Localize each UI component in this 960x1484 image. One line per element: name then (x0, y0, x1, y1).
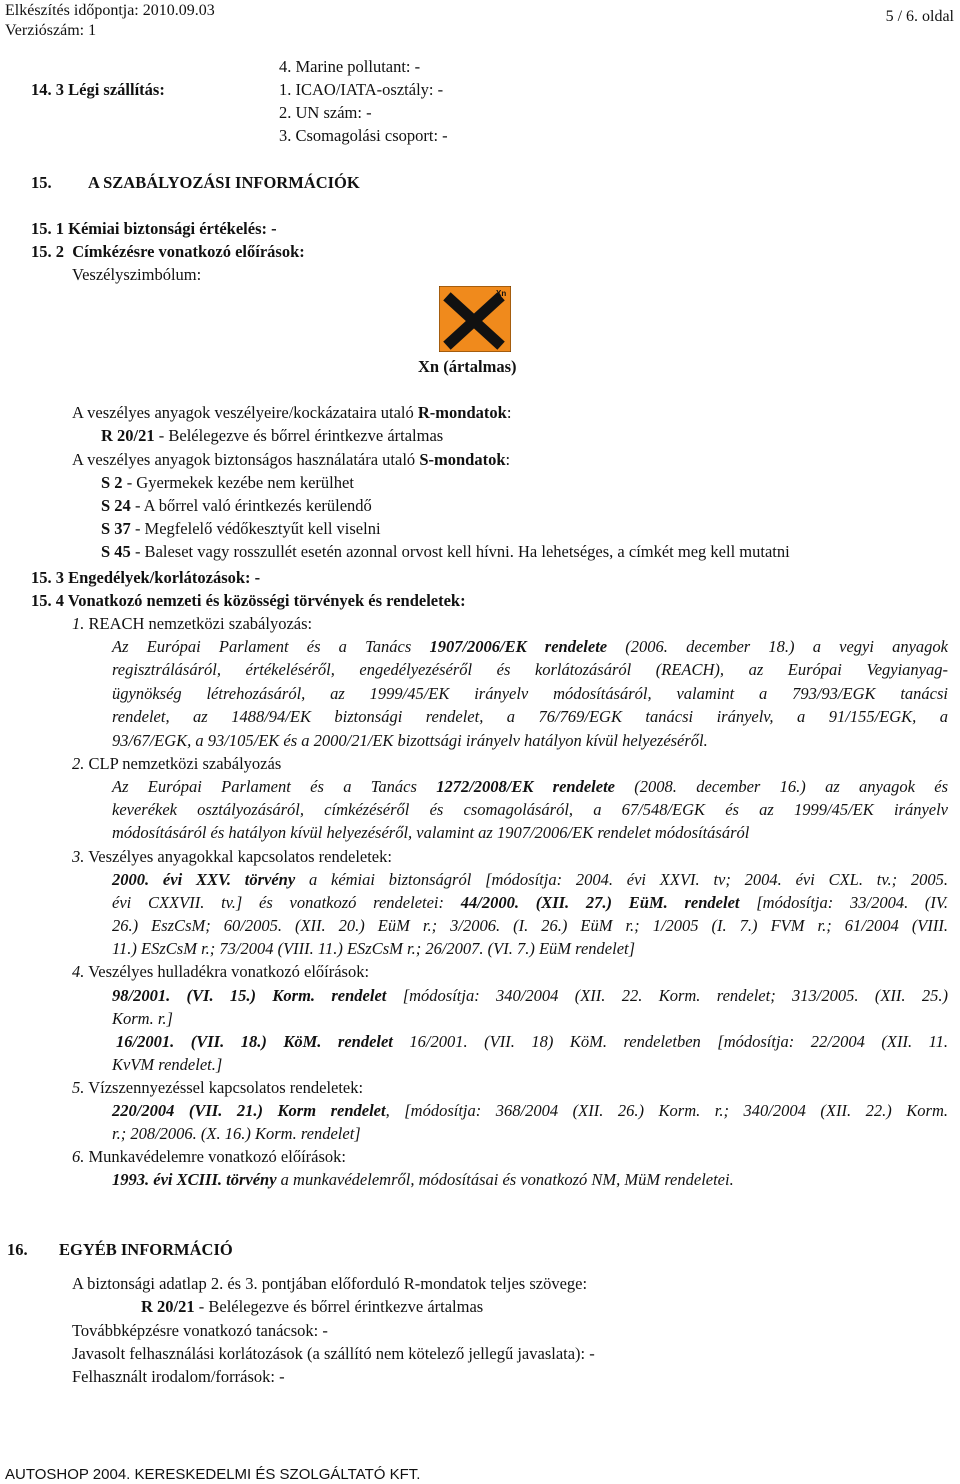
s-intro-bold: S-mondatok (419, 450, 506, 469)
harmful-xn-symbol (439, 286, 511, 352)
reach-line: regisztrálásáról, értékeléséről, engedélyezéséről és korlátozásáról (REACH), az Európai Vegyianyag- (112, 660, 948, 679)
s-code: S 2 (101, 473, 123, 492)
section-16-number: 16. (7, 1240, 28, 1259)
r-phrase-20-21 (101, 426, 443, 446)
law-num: 1. (72, 614, 85, 633)
law-item-title (72, 754, 281, 774)
r-intro-colon: : (506, 403, 512, 422)
r-text: - Belélegezve és bőrrel érintkezve ártalmas (194, 1297, 484, 1316)
law-num: 6. (72, 1147, 85, 1166)
hazard-symbol-label: Veszélyszimbólum: (72, 265, 202, 284)
law-title: Veszélyes anyagokkal kapcsolatos rendeletek: (88, 847, 392, 866)
reach-line: 93/67/EGK, a 93/105/EK és a 2000/21/EK bizottsági irányelv hatályon kívül helyezéséről. (112, 731, 708, 750)
law6-line: 1993. évi XCIII. törvény a munkavédelemről, módosításai és vonatkozó NM, MüM rendeletei. (112, 1170, 734, 1189)
labelling-title (31, 242, 305, 262)
s-text: - Gyermekek kezébe nem kerülhet (122, 473, 354, 492)
r-code: R 20/21 (141, 1297, 195, 1316)
training-advice: Továbbképzésre vonatkozó tanácsok: - (72, 1321, 328, 1340)
s-code: S 24 (101, 496, 131, 515)
s-phrase (101, 542, 790, 562)
law-item-title (72, 962, 369, 982)
law4-line: 98/2001. (VI. 15.) Korm. rendelet [módosítja: 340/2004 (XII. 22. Korm. rendelet; 313/2005. (XII. 25.) (112, 986, 948, 1005)
laws-title: 15. 4 Vonatkozó nemzeti és közösségi törvények és rendeletek: (31, 591, 466, 610)
reach-line: Az Európai Parlament és a Tanács 1907/2006/EK rendelete (2006. december 18.) a vegyi anyagok (112, 637, 948, 656)
r-phrases-intro (72, 403, 511, 423)
law3-line: évi CXXVII. tv.] és vonatkozó rendeletei: 44/2000. (XII. 27.) EüM. rendelet [módosítja: 33/2004. (IV. (112, 893, 949, 912)
s-intro-text: A veszélyes anyagok biztonságos használatára utaló (72, 450, 420, 469)
law-item-title (72, 1078, 363, 1098)
law3-line: 2000. évi XXV. törvény a kémiai biztonságról [módosítja: 2004. évi XXVI. tv; 2004. évi CXL. tv.; 2005. (112, 870, 948, 889)
r-full-text-20-21 (141, 1297, 483, 1317)
clp-line: keverékek osztályozásáról, címkézéséről és csomagolásáról, a 67/548/EGK és az 1999/45/EK irányelv (112, 800, 948, 819)
law-item-title (72, 1147, 346, 1167)
r-intro-bold: R-mondatok (417, 403, 507, 422)
law4-line: 16/2001. (VII. 18.) KöM. rendelet 16/2001. (VII. 18) KöM. rendeletben [módosítja: 22/2004 (XII. 11. (116, 1032, 949, 1051)
header-version: Verziószám: 1 (5, 22, 97, 39)
s-code: S 37 (101, 519, 131, 538)
labelling-text: Címkézésre vonatkozó előírások: (72, 242, 305, 261)
sources: Felhasznált irodalom/források: - (72, 1367, 285, 1386)
law-num: 5. (72, 1078, 85, 1097)
law5-line: r.; 208/2006. (X. 16.) Korm. rendelet] (112, 1124, 361, 1143)
s-phrases-intro (72, 450, 510, 470)
law-item-title (72, 614, 312, 634)
law3-line: 11.) ESzCsM r.; 73/2004 (VIII. 11.) ESzCsM r.; 26/2007. (VI. 7.) EüM rendelet] (112, 939, 636, 958)
r-code: R 20/21 (101, 426, 155, 445)
s-phrase (101, 473, 354, 493)
section-16-heading: EGYÉB INFORMÁCIÓ (59, 1240, 233, 1259)
air-transport-title: 14. 3 Légi szállítás: (31, 80, 165, 99)
symbol-caption: Xn (ártalmas) (418, 357, 517, 376)
law-title: REACH nemzetközi szabályozás: (88, 614, 313, 633)
law-num: 3. (72, 847, 85, 866)
law-num: 2. (72, 754, 85, 773)
header-created: Elkészítés időpontja: 2010.09.03 (5, 2, 215, 19)
section-15-heading: A SZABÁLYOZÁSI INFORMÁCIÓK (88, 173, 360, 192)
r-full-text-intro: A biztonsági adatlap 2. és 3. pontjában előforduló R-mondatok teljes szövege: (72, 1274, 588, 1293)
chemical-safety-assessment: 15. 1 Kémiai biztonsági értékelés: - (31, 219, 277, 238)
s-phrase (101, 496, 372, 516)
s-text: - Megfelelő védőkesztyűt kell viselni (130, 519, 381, 538)
header-page: 5 / 6. oldal (885, 8, 954, 25)
xn-code-text: Xn (496, 289, 507, 298)
r-intro-text: A veszélyes anyagok veszélyeire/kockázataira utaló (72, 403, 418, 422)
law4-line: KvVM rendelet.] (112, 1055, 223, 1074)
clp-line: Az Európai Parlament és a Tanács 1272/2008/EK rendelete (2008. december 16.) az anyagok és (112, 777, 948, 796)
law-title: CLP nemzetközi szabályozás (88, 754, 282, 773)
permits-restrictions: 15. 3 Engedélyek/korlátozások: - (31, 568, 261, 587)
packing-group: 3. Csomagolási csoport: - (279, 126, 448, 145)
reach-line: ügynökség létrehozásáról, az 1999/45/EK irányelv módosításáról, valamint a 793/93/EGK tanácsi (112, 684, 948, 703)
icao-class: 1. ICAO/IATA-osztály: - (279, 80, 444, 99)
usage-restrictions: Javasolt felhasználási korlátozások (a szállító nem kötelező jellegű javaslata): - (72, 1344, 595, 1363)
law4-line: Korm. r.] (112, 1009, 173, 1028)
s-intro-colon: : (505, 450, 511, 469)
marine-pollutant: 4. Marine pollutant: - (279, 57, 421, 76)
law-item-title (72, 847, 392, 867)
s-text: - Baleset vagy rosszullét esetén azonnal orvost kell hívni. Ha lehetséges, a címkét meg kell mutatni (130, 542, 790, 561)
labelling-number: 15. 2 (31, 242, 64, 261)
s-phrase (101, 519, 381, 539)
clp-line: módosításáról és hatályon kívül helyezéséről, valamint az 1907/2006/EK rendelet módosításáról (112, 823, 750, 842)
reach-line: rendelet, az 1488/94/EK biztonsági rendelet, a 76/769/EGK tanácsi irányelv, a 91/155/EGK, a (112, 707, 948, 726)
law-title: Munkavédelemre vonatkozó előírások: (88, 1147, 346, 1166)
un-number: 2. UN szám: - (279, 103, 372, 122)
section-15-number: 15. (31, 173, 52, 192)
law3-line: 26.) EszCsM; 60/2005. (XII. 20.) EüM r.; 3/2006. (I. 26.) EüM r.; 1/2005 (I. 7.) FVM r.; 61/2004 (VIII. (112, 916, 948, 935)
s-text: - A bőrrel való érintkezés kerülendő (130, 496, 372, 515)
law5-line: 220/2004 (VII. 21.) Korm rendelet, [módosítja: 368/2004 (XII. 26.) Korm. r.; 340/2004 (XII. 22.) Korm. (112, 1101, 949, 1120)
s-code: S 45 (101, 542, 131, 561)
law-title: Veszélyes hulladékra vonatkozó előírások: (88, 962, 370, 981)
footer-company: AUTOSHOP 2004. KERESKEDELMI ÉS SZOLGÁLTATÓ KFT. (5, 1466, 421, 1483)
law-title: Vízszennyezéssel kapcsolatos rendeletek: (88, 1078, 364, 1097)
law-num: 4. (72, 962, 85, 981)
r-text: - Belélegezve és bőrrel érintkezve ártalmas (154, 426, 444, 445)
